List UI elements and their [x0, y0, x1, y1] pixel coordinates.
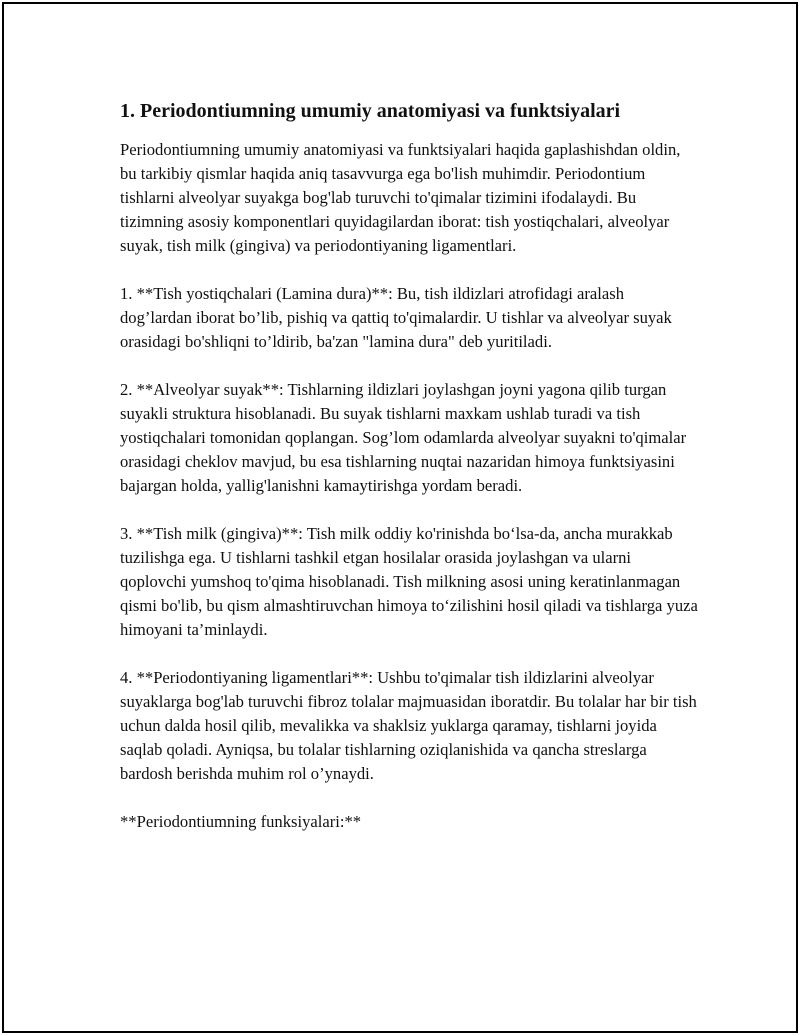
intro-paragraph: Periodontiumning umumiy anatomiyasi va funktsiyalari haqida gaplashishdan oldin, bu tarkibiy qismlar haqida aniq tasavvurga ega bo'lish muhimdir. Periodontium tishlarni alveolyar suyakga bog'lab turuvchi to'qimalar tizimini ifodalaydi. Bu tizimning asosiy komponentlari quyidagilardan iborat: tish yostiqchalari, alveolyar suyak, tish milk (gingiva) va periodontiyaning ligamentlari.	[120, 140, 681, 255]
section-heading: 1. Periodontiumning umumiy anatomiyasi va funktsiyalari	[120, 100, 621, 122]
ligaments-paragraph: 4. **Periodontiyaning ligamentlari**: Ushbu to'qimalar tish ildizlarini alveolyar suyaklarga bog'lab turuvchi fibroz tolalar majmuasidan iboratdir. Bu tolalar har bir tish uchun dalda hosil qilib, mevalikka va shaklsiz yuklarga qaramay, tishlarni joyida saqlab qoladi. Ayniqsa, bu tolalar tishlarning oziqlanishida va qancha streslarga bardosh berishda muhim rol o’ynaydi.	[120, 668, 697, 783]
document-page	[2, 2, 798, 1033]
document-body	[120, 97, 700, 858]
alveolar-bone-paragraph: 2. **Alveolyar suyak**: Tishlarning ildizlari joylashgan joyni yagona qilib turgan suyakli struktura hisoblanadi. Bu suyak tishlarni maxkam ushlab turadi va tish yostiqchalari tomonidan qoplangan. Sog’lom odamlarda alveolyar suyakni to'qimalar orasidagi cheklov mavjud, bu esa tishlarning nuqtai nazaridan himoya funktsiyasini bajargan holda, yallig'lanishni kamaytirishga yordam beradi.	[120, 380, 687, 495]
gingiva-paragraph: 3. **Tish milk (gingiva)**: Tish milk oddiy ko'rinishda bo‘lsa-da, ancha murakkab tuzilishga ega. U tishlarni tashkil etgan hosilalar orasida joylashgan va ularni qoplovchi yumshoq to'qima hisoblanadi. Tish milkning asosi uning keratinlanmagan qismi bo'lib, bu qism almashtiruvchan himoya to‘zilishini hosil qiladi va tishlarga yuza himoyani ta’minlaydi.	[120, 524, 698, 639]
lamina-dura-paragraph: 1. **Tish yostiqchalari (Lamina dura)**: Bu, tish ildizlari atrofidagi aralash dog’lardan iborat bo’lib, pishiq va qattiq to'qimalardir. U tishlar va alveolyar suyak orasidagi bo'shliqni to’ldirib, ba'zan "lamina dura" deb yuritiladi.	[120, 284, 672, 351]
functions-subheading: **Periodontiumning funksiyalari:**	[120, 812, 362, 831]
